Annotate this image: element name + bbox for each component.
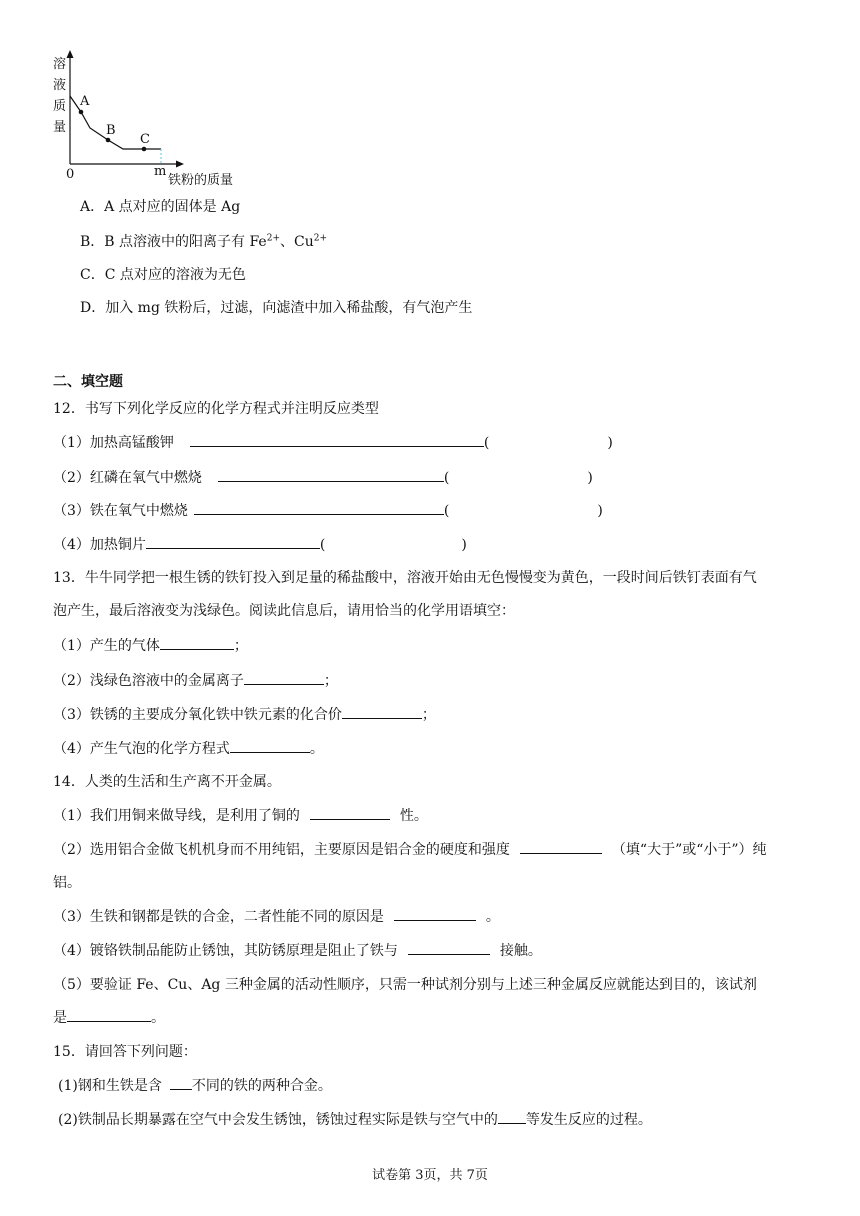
- origin-label: 0: [66, 167, 75, 182]
- graph-ylabel-char: 质: [53, 99, 67, 114]
- q14-item-text: 。: [151, 1010, 165, 1026]
- q14-item-3: [53, 906, 500, 926]
- answer-blank[interactable]: [498, 1109, 526, 1124]
- q13-item-3: [53, 704, 436, 724]
- q12-item-3: [53, 500, 603, 520]
- q15-stem: 15．请回答下列问题：: [53, 1044, 197, 1060]
- reaction-type-blank[interactable]: [489, 433, 607, 447]
- graph-ylabel-char: 液: [53, 78, 67, 93]
- q14-item-2: [53, 839, 767, 859]
- item-end: ；: [233, 638, 248, 654]
- graph-ylabel-char: 溶: [53, 57, 67, 72]
- graph-ylabel-char: 量: [53, 120, 67, 135]
- q14-item-text: （4）镀铬铁制品能防止锈蚀，其防锈原理是阻止了铁与: [53, 943, 398, 959]
- section-title: 二、填空题: [53, 374, 123, 390]
- q13-stem-line1: 13．牛牛同学把一根生锈的铁钉投入到足量的稀盐酸中，溶液开始由无色慢慢变为黄色，一段时间后铁钉表面有气: [53, 570, 757, 586]
- q15-item-1: [58, 1075, 332, 1095]
- answer-blank[interactable]: [67, 1007, 151, 1022]
- fe-charge: 2+: [266, 233, 280, 244]
- q13-item-label: （2）浅绿色溶液中的金属离子: [53, 673, 244, 689]
- answer-blank[interactable]: [394, 906, 476, 921]
- answer-blank[interactable]: [190, 432, 484, 447]
- item-end: 。: [309, 741, 324, 757]
- q11-option-d: D．加入 mg 铁粉后，过滤，向滤渣中加入稀盐酸，有气泡产生: [80, 300, 473, 316]
- q14-item-text: 性。: [399, 808, 428, 824]
- point-b-dot: [106, 138, 111, 143]
- q14-item-1: [53, 805, 428, 825]
- q14-item-text: （填“大于”或“小于”）纯: [611, 842, 767, 858]
- paren-close: ): [461, 537, 467, 553]
- x-axis-label: 铁粉的质量: [168, 173, 234, 188]
- q15-item-text: (2)铁制品长期暴露在空气中会发生锈蚀，锈蚀过程实际是铁与空气中的: [58, 1112, 498, 1128]
- q11-option-b: [80, 231, 327, 251]
- answer-blank[interactable]: [244, 670, 324, 685]
- q12-item-1: [53, 432, 613, 452]
- paren-close: ): [587, 470, 593, 486]
- reaction-type-blank[interactable]: [325, 535, 461, 549]
- answer-blank[interactable]: [230, 738, 310, 753]
- q14-item-text: 接触。: [499, 943, 542, 959]
- paren-open: (: [483, 435, 490, 451]
- q13-item-label: （4）产生气泡的化学方程式: [53, 741, 230, 757]
- answer-blank[interactable]: [520, 839, 602, 854]
- q12-item-label: （2）红磷在氧气中燃烧: [53, 470, 202, 486]
- point-c-label: C: [140, 132, 150, 147]
- q14-item-text: 是: [53, 1010, 67, 1026]
- answer-blank[interactable]: [218, 467, 444, 482]
- mass-graph: [48, 48, 258, 188]
- q14-item-text: （3）生铁和钢都是铁的合金，二者性能不同的原因是: [53, 909, 384, 925]
- q14-stem: 14．人类的生活和生产离不开金属。: [53, 774, 281, 790]
- reaction-type-blank[interactable]: [449, 501, 597, 515]
- q13-item-label: （3）铁锈的主要成分氧化铁中铁元素的化合价: [53, 707, 342, 723]
- q15-item-text: 等发生反应的过程。: [525, 1112, 652, 1128]
- reaction-type-blank[interactable]: [449, 468, 587, 482]
- q13-item-label: （1）产生的气体: [53, 638, 160, 654]
- option-b-mid: 、Cu: [280, 234, 314, 250]
- q14-item-4: [53, 940, 542, 960]
- point-b-label: B: [106, 123, 116, 138]
- paren-open: (: [443, 470, 450, 486]
- q15-item-text: 不同的铁的两种合金。: [191, 1078, 332, 1094]
- x-axis-arrow: [176, 161, 184, 168]
- item-end: ；: [421, 707, 436, 723]
- q12-item-label: （4）加热铜片: [53, 537, 146, 553]
- q13-item-2: [53, 670, 338, 690]
- q14-item-5-cont: [53, 1007, 165, 1027]
- q14-item-text: （1）我们用铜来做导线，是利用了铜的: [53, 808, 300, 824]
- point-a-label: A: [80, 94, 90, 109]
- q12-stem: 12．书写下列化学反应的化学方程式并注明反应类型: [53, 401, 379, 417]
- q14-item-5: （5）要验证 Fe、Cu、Ag 三种金属的活动性顺序，只需一种试剂分别与上述三种金属反应就能达到目的，该试剂: [53, 977, 757, 993]
- q15-item-2: [58, 1109, 652, 1129]
- point-a-dot: [79, 110, 84, 115]
- answer-blank[interactable]: [146, 534, 320, 549]
- item-end: ；: [323, 673, 338, 689]
- option-b-text: B．B 点溶液中的阳离子有 Fe: [80, 234, 267, 250]
- q13-item-1: [53, 635, 248, 655]
- q12-item-4: [53, 534, 467, 554]
- answer-blank[interactable]: [342, 704, 422, 719]
- answer-blank[interactable]: [194, 500, 444, 515]
- page-footer: 试卷第 3页，共 7页: [372, 1168, 488, 1183]
- y-axis-arrow: [67, 50, 74, 58]
- paren-open: (: [319, 537, 326, 553]
- answer-blank[interactable]: [408, 940, 490, 955]
- q13-item-4: [53, 738, 324, 758]
- q12-item-2: [53, 467, 593, 487]
- answer-blank[interactable]: [160, 635, 234, 650]
- q13-stem-line2: 泡产生，最后溶液变为浅绿色。阅读此信息后，请用恰当的化学用语填空：: [53, 603, 515, 619]
- q14-item-2-cont: 铝。: [53, 875, 81, 891]
- q14-item-text: 。: [485, 909, 500, 925]
- paren-close: ): [597, 503, 603, 519]
- q15-item-text: (1)钢和生铁是含: [58, 1078, 162, 1094]
- q14-item-text: （2）选用铝合金做飞机机身而不用纯铝，主要原因是铝合金的硬度和强度: [53, 842, 510, 858]
- paren-close: ): [607, 435, 613, 451]
- answer-blank[interactable]: [170, 1075, 192, 1090]
- answer-blank[interactable]: [310, 805, 390, 820]
- q11-option-c: C．C 点对应的溶液为无色: [80, 267, 246, 283]
- paren-open: (: [443, 503, 450, 519]
- point-c-dot: [142, 147, 147, 152]
- q12-item-label: （1）加热高锰酸钾: [53, 435, 174, 451]
- m-label: m: [154, 164, 167, 179]
- q12-item-label: （3）铁在氧气中燃烧: [53, 503, 188, 519]
- q11-option-a: A．A 点对应的固体是 Ag: [80, 199, 241, 215]
- cu-charge: 2+: [313, 233, 328, 244]
